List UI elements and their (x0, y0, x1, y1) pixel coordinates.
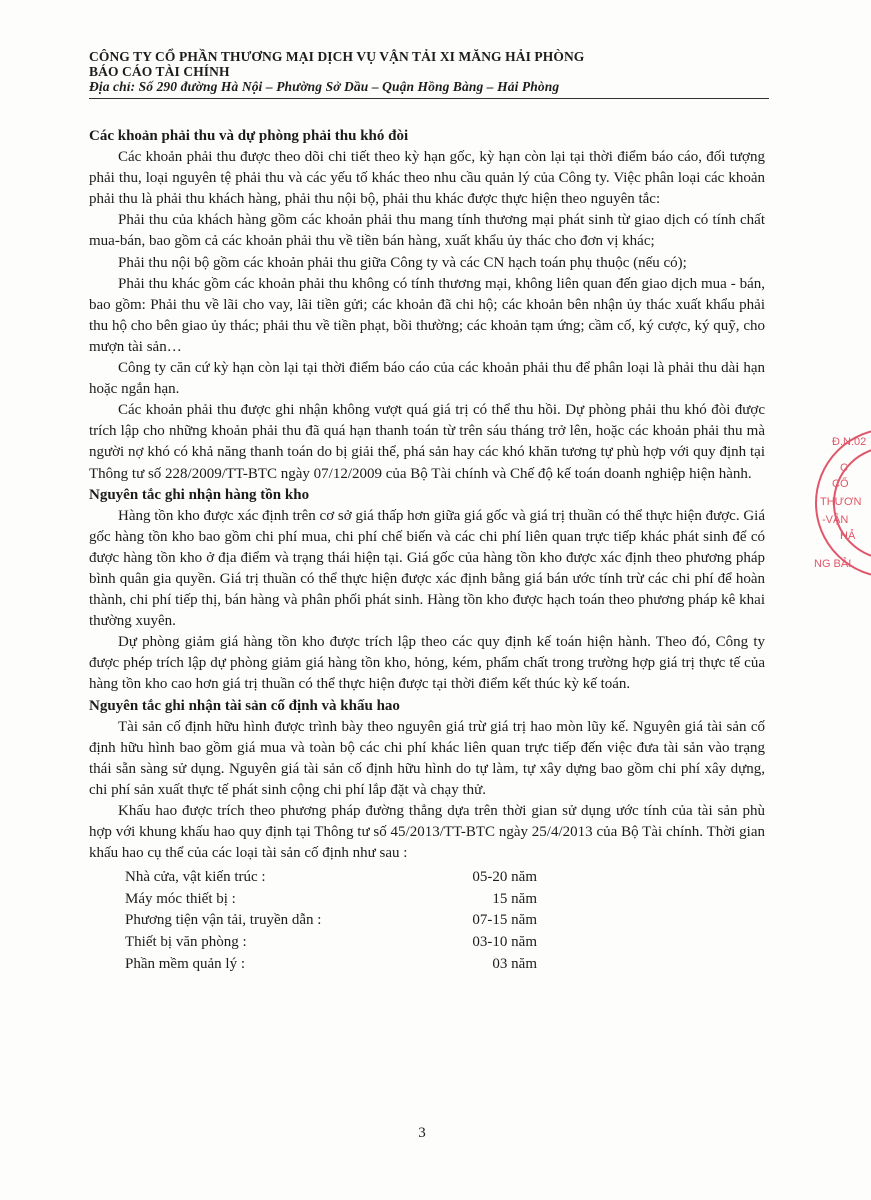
stamp-text: -VẬN (822, 514, 849, 526)
paragraph: Phải thu nội bộ gồm các khoản phải thu giữa Công ty và các CN hạch toán phụ thuộc (nếu có); (118, 254, 687, 271)
stamp-text: CỔ (832, 478, 849, 490)
paragraph: Phải thu của khách hàng gồm các khoản phải thu mang tính thương mại phát sinh từ giao dịch có tính chất mua-bán, bao gồm cả các khoản phải thu về tiền bán hàng, xuất khẩu ủy thác cho đơn vị khác; (89, 212, 765, 250)
paragraph: Hàng tồn kho được xác định trên cơ sở giá thấp hơn giữa giá gốc và giá trị thuần có thể thực hiện được. Giá gốc hàng tồn kho bao gồm chi phí mua, chi phí chế biến và các chi phí liên quan trực tiếp khác phát sinh để có được hàng tồn kho ở địa điểm và trạng thái hiện tại. Giá gốc của hàng tồn kho được xác định theo phương pháp bình quân gia quyền. Giá trị thuần có thể thực hiện được xác định bằng giá bán ước tính trừ các chi phí để hoàn thành, chi phí tiếp thị, bán hàng và phân phối phát sinh. Hàng tồn kho được hạch toán theo phương pháp kê khai thường xuyên. (89, 507, 765, 630)
depreciation-table (125, 867, 537, 975)
company-seal-stamp (812, 425, 871, 585)
header-divider (89, 98, 769, 99)
document-body (89, 126, 765, 975)
table-row (125, 889, 537, 911)
stamp-text: NG BẢI (814, 558, 852, 570)
asset-type: Máy móc thiết bị : (125, 890, 236, 907)
section-heading-receivables: Các khoản phải thu và dự phòng phải thu khó đòi (89, 128, 409, 144)
paragraph: Các khoản phải thu được theo dõi chi tiết theo kỳ hạn gốc, kỳ hạn còn lại tại thời điểm báo cáo, đối tượng phải thu, loại nguyên tệ phải thu và các yếu tố khác theo nhu cầu quản lý của Công ty. Việc phân loại các khoản phải thu là phải thu khách hàng, phải thu nội bộ, phải thu khác được thực hiện theo nguyên tắc: (89, 149, 765, 208)
company-name: CÔNG TY CỔ PHẦN THƯƠNG MẠI DỊCH VỤ VẬN TẢI XI MĂNG HẢI PHÒNG (89, 49, 585, 64)
paragraph: Phải thu khác gồm các khoản phải thu không có tính thương mại, không liên quan đến giao dịch mua - bán, bao gồm: Phải thu về lãi cho vay, lãi tiền gửi; các khoản đã chi hộ; các khoản bên nhận ủy thác xuất khẩu phải thu hộ cho bên giao ủy thác; phải thu về tiền phạt, bồi thường; các khoản tạm ứng; cầm cố, ký cược, ký quỹ, cho mượn tài sản… (89, 275, 765, 355)
depreciation-period: 05-20 năm (472, 869, 537, 886)
depreciation-period: 03-10 năm (472, 934, 537, 951)
depreciation-period: 03 năm (492, 955, 537, 972)
section-heading-fixed-assets: Nguyên tắc ghi nhận tài sản cố định và khấu hao (89, 697, 400, 714)
report-title: BÁO CÁO TÀI CHÍNH (89, 64, 230, 79)
depreciation-period: 07-15 năm (472, 912, 537, 929)
stamp-text: HẢ (840, 530, 856, 542)
table-row (125, 932, 537, 954)
paragraph: Khấu hao được trích theo phương pháp đường thẳng dựa trên thời gian sử dụng ước tính của tài sản phù hợp với khung khấu hao quy định tại Thông tư số 45/2013/TT-BTC ngày 25/4/2013 của Bộ Tài chính. Thời gian khấu hao cụ thể của các loại tài sản cố định như sau : (89, 803, 765, 862)
stamp-text: THƯƠN (820, 496, 862, 508)
page-number: 3 (418, 1125, 426, 1141)
stamp-text: Đ.N:02 (832, 436, 867, 448)
paragraph: Dự phòng giảm giá hàng tồn kho được trích lập theo các quy định kế toán hiện hành. Theo đó, Công ty được phép trích lập dự phòng giảm giá hàng tồn kho, hỏng, kém, phẩm chất trong trường hợp giá trị thực tế của hàng tồn kho cao hơn giá trị thuần có thể thực hiện được tại thời điểm kết thúc kỳ kế toán. (89, 634, 765, 693)
company-address: Địa chỉ: Số 290 đường Hà Nội – Phường Sở Dầu – Quận Hồng Bàng – Hải Phòng (89, 79, 560, 94)
depreciation-period: 15 năm (492, 890, 537, 907)
asset-type: Thiết bị văn phòng : (125, 934, 247, 951)
asset-type: Phần mềm quản lý : (125, 955, 245, 972)
section-heading-inventory: Nguyên tắc ghi nhận hàng tồn kho (89, 486, 310, 503)
table-row (125, 867, 537, 889)
paragraph: Tài sản cố định hữu hình được trình bày theo nguyên giá trừ giá trị hao mòn lũy kế. Nguyên giá tài sản cố định hữu hình bao gồm giá mua và toàn bộ các chi phí khác liên quan trực tiếp đến việc đưa tài sản vào trạng thái sẵn sàng sử dụng. Nguyên giá tài sản cố định hữu hình do tự làm, tự xây dựng bao gồm chi phí xây dựng, chi phí sản xuất thực tế phát sinh cộng chi phí lắp đặt và chạy thử. (89, 718, 765, 798)
document-header (89, 49, 769, 94)
stamp-text: C (840, 462, 848, 474)
table-row (125, 910, 537, 932)
asset-type: Nhà cửa, vật kiến trúc : (125, 869, 266, 886)
paragraph: Công ty căn cứ kỳ hạn còn lại tại thời điểm báo cáo của các khoản phải thu để phân loại là phải thu dài hạn hoặc ngắn hạn. (89, 360, 765, 398)
paragraph: Các khoản phải thu được ghi nhận không vượt quá giá trị có thể thu hồi. Dự phòng phải thu khó đòi được trích lập cho những khoản phải thu đã quá hạn thanh toán từ trên sáu tháng trở lên, hoặc các khoản phải thu mà người nợ khó có khả năng thanh toán do bị giải thể, phá sản hay các khó khăn tương tự phù hợp với quy định tại Thông tư số 228/2009/TT-BTC ngày 07/12/2009 của Bộ Tài chính và Chế độ kế toán doanh nghiệp hiện hành. (89, 402, 765, 482)
table-row (125, 954, 537, 976)
asset-type: Phương tiện vận tải, truyền dẫn : (125, 912, 322, 929)
